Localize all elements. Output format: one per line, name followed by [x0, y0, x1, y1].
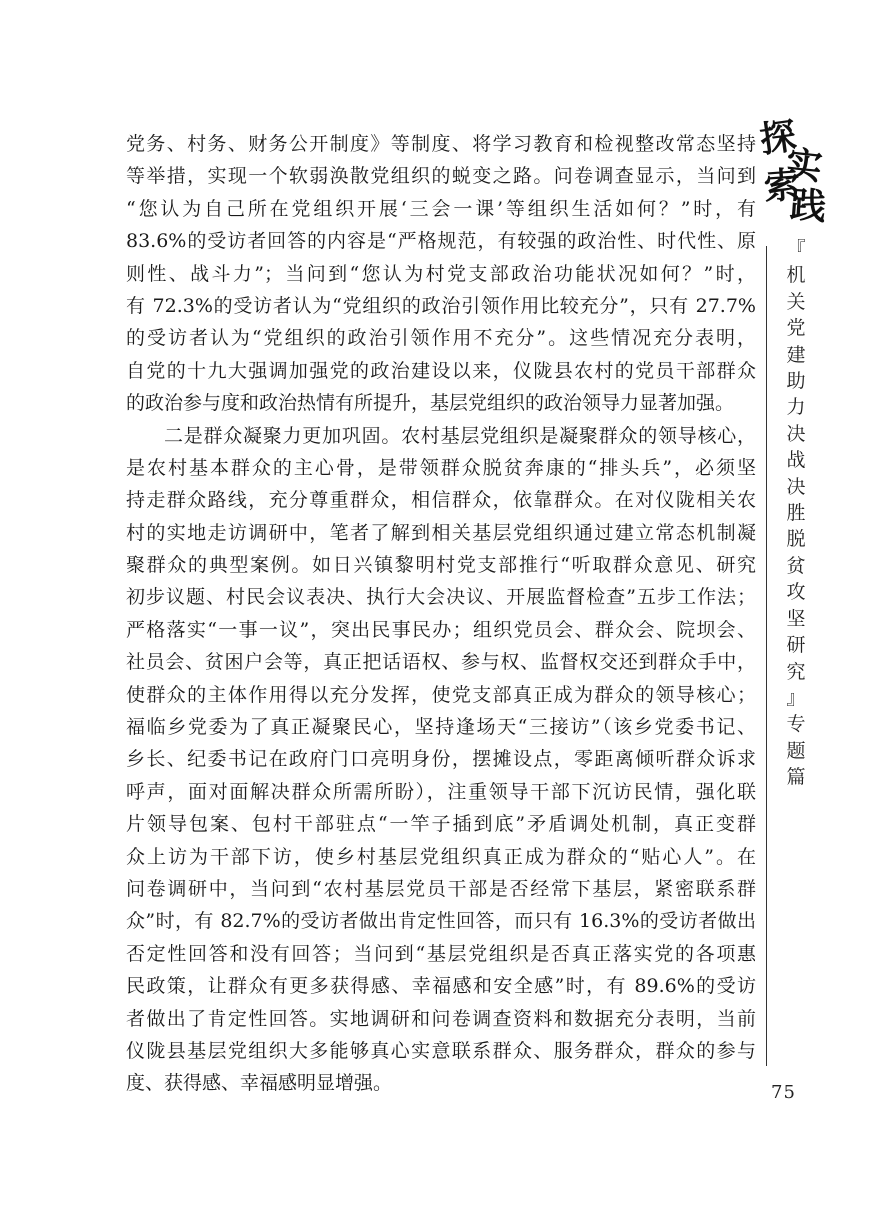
text-line: 呼声，面对面解决群众所需所盼），注重领导干部下沉访民情，强化联 — [126, 780, 756, 803]
text-line: 是农村基本群众的主心骨，是带领群众脱贫奔康的“排头兵”，必须坚 — [126, 456, 756, 479]
text-line: 福临乡党委为了真正凝聚民心，坚持逢场天“三接访”（该乡党委书记、 — [126, 716, 756, 739]
title-char: 探 — [757, 114, 799, 162]
series-char: 『 — [786, 238, 806, 260]
text-line: 的政治参与度和政治热情有所提升，基层党组织的政治领导力显著加强。 — [126, 392, 735, 415]
series-char: 』 — [786, 686, 806, 709]
series-char: 题 — [786, 739, 806, 762]
text-line: 则性、战斗力”；当问到“您认为村党支部政治功能状况如何？”时， — [126, 262, 756, 285]
text-line: 83.6%的受访者回答的内容是“严格规范，有较强的政治性、时代性、原 — [126, 230, 756, 253]
paragraph-first-line: 二是群众凝聚力更加巩固。农村基层党组织是凝聚群众的领导核心， — [164, 424, 756, 447]
series-char: 专 — [786, 713, 806, 736]
section-title-calligraphy — [757, 114, 828, 230]
text-line: 持走群众路线，充分尊重群众，相信群众，依靠群众。在对仪陇相关农 — [126, 489, 756, 512]
text-line: 众上访为干部下访，使乡村基层党组织真正成为群众的“贴心人”。在 — [126, 845, 756, 868]
series-char: 脱 — [786, 528, 806, 551]
text-line: 否定性回答和没有回答；当问到“基层党组织是否真正落实党的各项惠 — [126, 942, 756, 965]
series-char: 建 — [786, 343, 806, 366]
body-text — [126, 128, 756, 1100]
title-char: 索 — [762, 163, 802, 209]
series-char: 决 — [786, 475, 806, 498]
margin-rule — [766, 246, 767, 1066]
text-line: 者做出了肯定性回答。实地调研和问卷调查资料和数据充分表明，当前 — [126, 1007, 756, 1030]
series-char: 贫 — [786, 554, 806, 577]
series-char: 胜 — [786, 502, 806, 525]
text-line: 党务、村务、财务公开制度》等制度、将学习教育和检视整改常态坚持 — [126, 133, 756, 155]
text-line: 自党的十九大强调加强党的政治建设以来，仪陇县农村的党员干部群众 — [126, 359, 756, 382]
text-line: 严格落实“一事一议”，突出民事民办；组织党员会、群众会、院坝会、 — [126, 618, 756, 641]
title-char: 实 — [783, 143, 825, 189]
series-char: 研 — [786, 634, 806, 657]
text-line: 乡长、纪委书记在政府门口亮明身份，摆摊设点，零距离倾听群众诉求 — [126, 748, 756, 771]
series-char: 坚 — [786, 607, 806, 630]
text-line: 民政策，让群众有更多获得感、幸福感和安全感”时，有 89.6%的受访 — [126, 975, 756, 998]
text-line: 等举措，实现一个软弱涣散党组织的蜕变之路。问卷调查显示，当问到 — [126, 165, 756, 188]
text-line: “您认为自己所在党组织开展‘三会一课’等组织生活如何？”时，有 — [126, 197, 756, 220]
text-line: 村的实地走访调研中，笔者了解到相关基层党组织通过建立常态机制凝 — [126, 521, 756, 544]
text-line: 聚群众的典型案例。如日兴镇黎明村党支部推行“听取群众意见、研究 — [126, 554, 756, 577]
series-char: 助 — [786, 370, 806, 393]
title-char: 践 — [788, 183, 828, 229]
series-title-vertical — [779, 236, 813, 791]
text-line: 度、获得感、幸福感明显增强。 — [126, 1072, 393, 1095]
series-char: 机 — [786, 264, 806, 287]
text-line: 仪陇县基层党组织大多能够真心实意联系群众、服务群众，群众的参与 — [126, 1039, 756, 1062]
text-line: 初步议题、村民会议表决、执行大会决议、开展监督检查”五步工作法； — [126, 586, 756, 609]
text-line: 的受访者认为“党组织的政治引领作用不充分”。这些情况充分表明， — [126, 327, 756, 350]
series-char: 党 — [786, 317, 806, 340]
series-char: 决 — [786, 422, 806, 445]
series-char: 力 — [786, 396, 806, 419]
series-char: 究 — [786, 660, 806, 683]
series-char: 战 — [786, 449, 806, 472]
text-line: 使群众的主体作用得以充分发挥，使党支部真正成为群众的领导核心； — [126, 683, 756, 706]
series-char: 攻 — [786, 581, 806, 604]
text-line: 社员会、贫困户会等，真正把话语权、参与权、监督权交还到群众手中， — [126, 651, 756, 674]
text-line: 片领导包案、包村干部驻点“一竿子插到底”矛盾调处机制，真正变群 — [126, 813, 756, 836]
series-char: 关 — [786, 290, 806, 313]
series-char: 篇 — [786, 766, 806, 789]
text-line: 问卷调研中，当问到“农村基层党员干部是否经常下基层，紧密联系群 — [126, 877, 756, 900]
page-number: 75 — [771, 1082, 796, 1103]
text-line: 众”时，有 82.7%的受访者做出肯定性回答，而只有 16.3%的受访者做出 — [126, 910, 756, 933]
text-line: 有 72.3%的受访者认为“党组织的政治引领作用比较充分”，只有 27.7% — [126, 294, 756, 317]
